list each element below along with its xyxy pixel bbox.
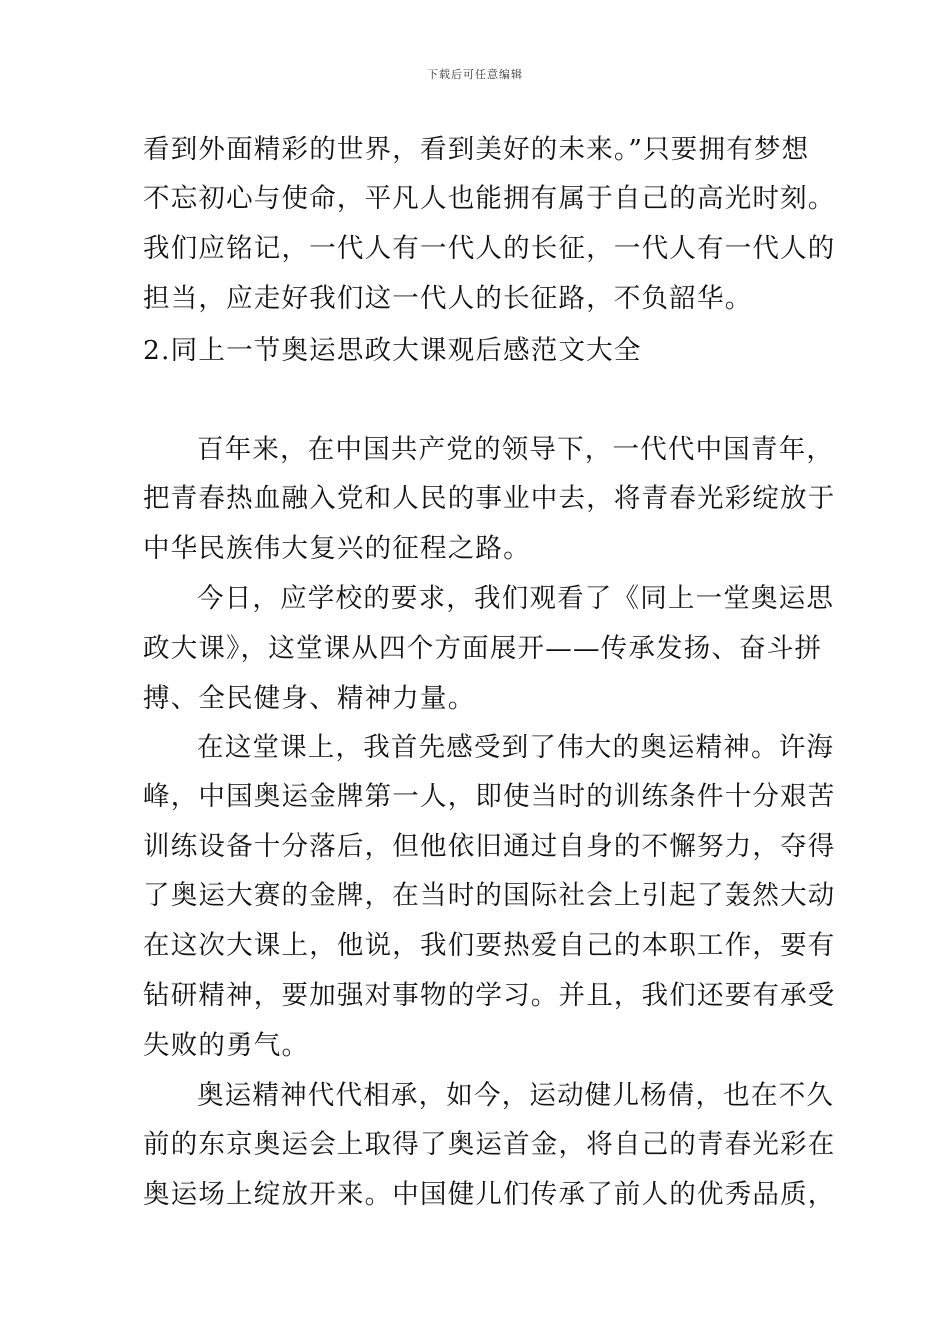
text-line: 搏、全民健身、精神力量。 — [143, 683, 476, 714]
text-line: 峰，中国奥运金牌第一人，即使当时的训练条件十分艰苦 — [143, 781, 836, 812]
text-line: 看到外面精彩的世界，看到美好的未来。”只要拥有梦想 — [143, 134, 810, 165]
text-line: 中华民族伟大复兴的征程之路。 — [143, 533, 531, 564]
text-line: 今日，应学校的要求，我们观看了《同上一堂奥运思 — [197, 583, 835, 614]
text-line: 奥运精神代代相承，如今，运动健儿杨倩，也在不久 — [197, 1080, 835, 1111]
text-line: 前的东京奥运会上取得了奥运首金，将自己的青春光彩在 — [143, 1129, 836, 1160]
page-header-note: 下载后可任意编辑 — [427, 68, 523, 81]
text-line: 奥运场上绽放开来。中国健儿们传承了前人的优秀品质， — [143, 1179, 836, 1210]
text-line: 训练设备十分落后，但他依旧通过自身的不懈努力，夺得 — [143, 831, 836, 862]
text-line: 了奥运大赛的金牌，在当时的国际社会上引起了轰然大动 — [143, 880, 836, 911]
text-line: 在这堂课上，我首先感受到了伟大的奥运精神。许海 — [197, 732, 835, 763]
text-line: 政大课》，这堂课从四个方面展开——传承发扬、奋斗拼 — [143, 633, 823, 664]
text-line: 担当，应走好我们这一代人的长征路，不负韶华。 — [143, 283, 753, 314]
text-line: 在这次大课上，他说，我们要热爱自己的本职工作，要有 — [143, 930, 836, 961]
text-line: 百年来，在中国共产党的领导下，一代代中国青年， — [197, 434, 835, 465]
text-line: 失败的勇气。 — [143, 1030, 310, 1061]
section-heading: 2.同上一节奥运思政大课观后感范文大全 — [143, 335, 642, 366]
text-line: 不忘初心与使命，平凡人也能拥有属于自己的高光时刻。 — [143, 183, 836, 214]
text-line: 钻研精神，要加强对事物的学习。并且，我们还要有承受 — [143, 980, 836, 1011]
text-line: 把青春热血融入党和人民的事业中去，将青春光彩绽放于 — [143, 483, 836, 514]
text-line: 我们应铭记，一代人有一代人的长征，一代人有一代人的 — [143, 233, 836, 264]
